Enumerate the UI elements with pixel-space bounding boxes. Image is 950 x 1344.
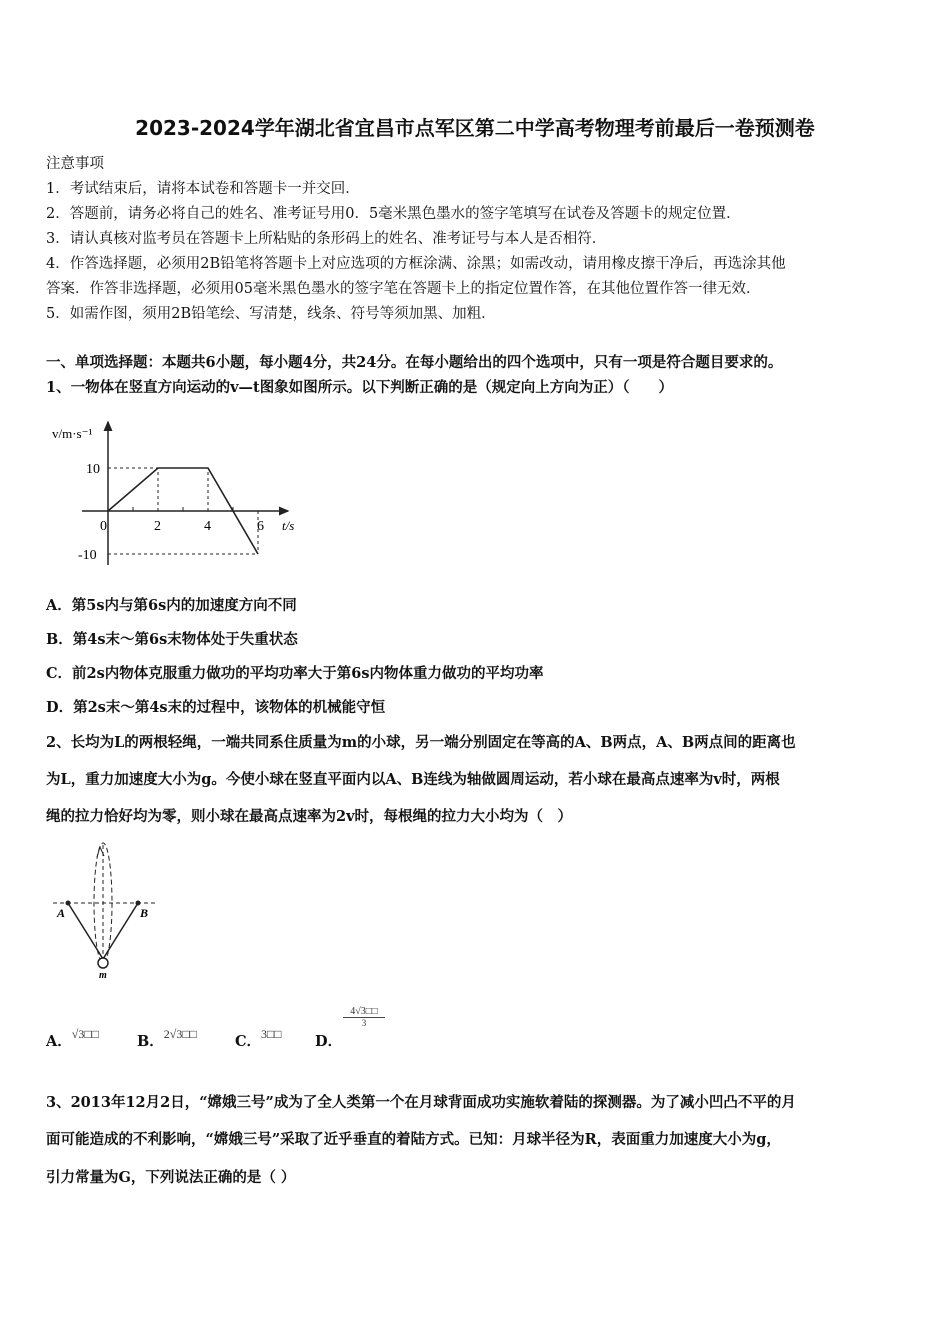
- q2-option-b[interactable]: B．$^{2√3□□}$: [137, 1027, 197, 1050]
- q2-option-a[interactable]: A．$^{√3□□}$: [46, 1027, 99, 1050]
- y-tick-label: -10: [78, 548, 97, 563]
- note-item: 1．考试结束后，请将本试卷和答题卡一并交回．: [46, 181, 360, 197]
- page-title: 2023-2024学年湖北省宜昌市点军区第二中学高考物理考前最后一卷预测卷: [135, 116, 815, 140]
- vt-graph: [40, 410, 340, 570]
- question-2-line: 绳的拉力恰好均为零，则小球在最高点速率为2v时，每根绳的拉力大小均为（ ）: [46, 808, 573, 825]
- question-2-line: 为L，重力加速度大小为g。今使小球在竖直平面内以A、B连线为轴做圆周运动，若小球在最高点速率为v时，两根: [46, 771, 780, 788]
- q1-option-d[interactable]: D．第2s末～第4s末的过程中，该物体的机械能守恒: [46, 699, 386, 716]
- question-3-line: 面可能造成的不利影响，“嫦娥三号”采取了近乎垂直的着陆方式。已知：月球半径为R，表面重力加速度大小为g，: [46, 1131, 781, 1148]
- notes-heading: 注意事项: [46, 156, 104, 172]
- x-tick-label: 0: [100, 519, 107, 534]
- question-3-line: 引力常量为G，下列说法正确的是（ ）: [46, 1169, 296, 1186]
- note-item: 3．请认真核对监考员在答题卡上所粘贴的条形码上的姓名、准考证号与本人是否相符．: [46, 231, 607, 247]
- fraction: 4√3□□ 3: [343, 1006, 385, 1028]
- note-item: 4．作答选择题，必须用2B铅笔将答题卡上对应选项的方框涂满、涂黑；如需改动，请用橡皮擦干净后，再选涂其他: [46, 256, 786, 272]
- section-heading: 一、单项选择题：本题共6小题，每小题4分，共24分。在每小题给出的四个选项中，只有一项是符合题目要求的。: [46, 354, 783, 371]
- question-1-stem: 1、一物体在竖直方向运动的v—t图象如图所示。以下判断正确的是（规定向上方向为正）（ ）: [46, 379, 673, 396]
- q2-option-c[interactable]: C．$^{3□□}$: [235, 1027, 282, 1050]
- x-axis-label: t/s: [282, 518, 295, 533]
- note-item: 5．如需作图，须用2B铅笔绘、写清楚，线条、符号等须加黑、加粗．: [46, 306, 496, 322]
- q1-option-c[interactable]: C．前2s内物体克服重力做功的平均功率大于第6s内物体重力做功的平均功率: [46, 665, 544, 682]
- pendulum-figure: [45, 835, 165, 980]
- note-item: 2．答题前，请务必将自己的姓名、准考证号用0．5毫米黑色墨水的签字笔填写在试卷及答题卡的规定位置．: [46, 206, 741, 222]
- q2-option-d[interactable]: D． 4√3□□ 3: [315, 1030, 342, 1051]
- x-tick-label: 4: [204, 519, 211, 534]
- point-a-label: A: [57, 906, 66, 920]
- question-3-line: 3、2013年12月2日，“嫦娥三号”成为了全人类第一个在月球背面成功实施软着陆的探测器。为了减小凹凸不平的月: [46, 1094, 796, 1111]
- mass-label: m: [99, 970, 107, 980]
- y-axis-label: v/m·s⁻¹: [52, 426, 93, 441]
- note-item: 答案．作答非选择题，必须用05毫米黑色墨水的签字笔在答题卡上的指定位置作答，在其他位置作答一律无效．: [46, 281, 761, 297]
- point-b-label: B: [140, 906, 149, 920]
- q1-option-a[interactable]: A．第5s内与第6s内的加速度方向不同: [46, 597, 297, 614]
- q1-option-b[interactable]: B．第4s末～第6s末物体处于失重状态: [46, 631, 298, 648]
- question-2-line: 2、长均为L的两根轻绳，一端共同系住质量为m的小球，另一端分别固定在等高的A、B两点，A、B两点间的距离也: [46, 734, 796, 751]
- x-tick-label: 6: [257, 519, 264, 534]
- y-tick-label: 10: [86, 462, 100, 477]
- x-tick-label: 2: [154, 519, 161, 534]
